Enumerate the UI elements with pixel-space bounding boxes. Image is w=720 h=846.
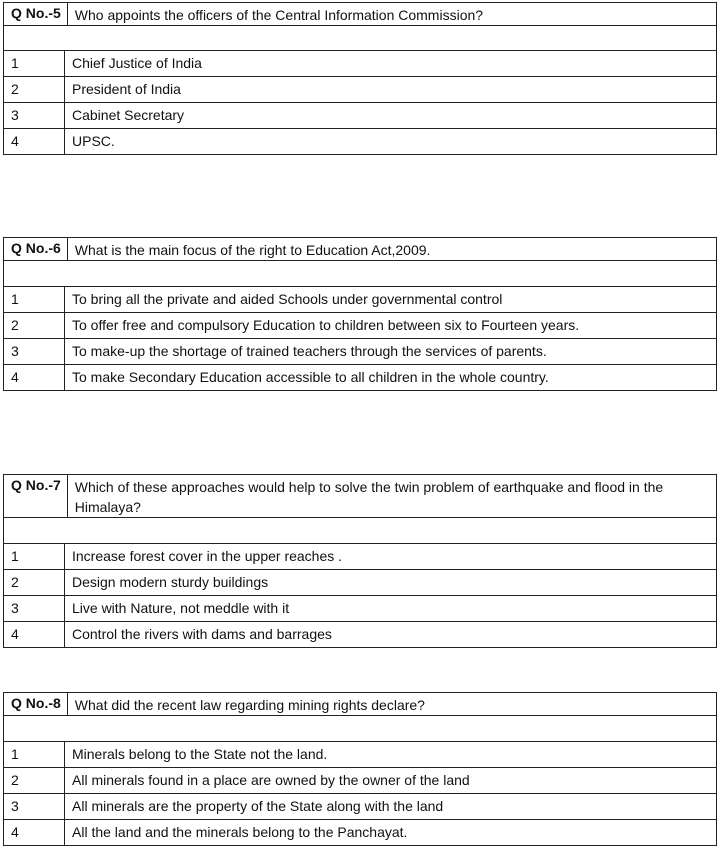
option-row	[4, 51, 717, 77]
question-block	[3, 2, 717, 155]
question-header	[3, 692, 717, 715]
option-text: All minerals are the property of the State along with the land	[65, 794, 717, 820]
option-number: 2	[4, 768, 65, 794]
option-number: 3	[4, 794, 65, 820]
question-block	[3, 692, 717, 846]
answer-spacer	[3, 260, 717, 286]
option-text: Live with Nature, not meddle with it	[65, 596, 717, 622]
option-row	[4, 129, 717, 155]
option-row	[4, 313, 717, 339]
question-number: Q No.-7	[4, 475, 68, 517]
option-text: Cabinet Secretary	[65, 103, 717, 129]
option-text: All minerals found in a place are owned by the owner of the land	[65, 768, 717, 794]
option-row	[4, 820, 717, 846]
option-number: 1	[4, 742, 65, 768]
option-row	[4, 768, 717, 794]
option-row	[4, 287, 717, 313]
option-text: To make-up the shortage of trained teachers through the services of parents.	[65, 339, 717, 365]
option-number: 3	[4, 103, 65, 129]
option-number: 1	[4, 544, 65, 570]
option-row	[4, 622, 717, 648]
option-text: Increase forest cover in the upper reaches .	[65, 544, 717, 570]
option-number: 4	[4, 365, 65, 391]
options-table	[3, 741, 717, 846]
option-row	[4, 103, 717, 129]
option-number: 4	[4, 129, 65, 155]
option-text: Minerals belong to the State not the land.	[65, 742, 717, 768]
question-text: What did the recent law regarding mining rights declare?	[74, 697, 425, 713]
options-table	[3, 543, 717, 648]
answer-spacer	[3, 25, 717, 50]
option-text: Design modern sturdy buildings	[65, 570, 717, 596]
option-text: Chief Justice of India	[65, 51, 717, 77]
question-block	[3, 237, 717, 391]
option-text: All the land and the minerals belong to the Panchayat.	[65, 820, 717, 846]
option-number: 1	[4, 287, 65, 313]
option-number: 4	[4, 622, 65, 648]
question-text: Who appoints the officers of the Central Information Commission?	[74, 7, 484, 23]
answer-spacer	[3, 715, 717, 741]
option-row	[4, 544, 717, 570]
option-row	[4, 339, 717, 365]
option-row	[4, 570, 717, 596]
option-number: 2	[4, 77, 65, 103]
option-row	[4, 794, 717, 820]
question-text: Which of these approaches would help to solve the twin problem of earthquake and flood in the Himalaya?	[74, 479, 664, 515]
option-number: 2	[4, 570, 65, 596]
option-text: To offer free and compulsory Education to children between six to Fourteen years.	[65, 313, 717, 339]
options-table	[3, 286, 717, 391]
question-number: Q No.-6	[4, 238, 68, 260]
option-number: 3	[4, 596, 65, 622]
option-number: 3	[4, 339, 65, 365]
option-text: To make Secondary Education accessible to all children in the whole country.	[65, 365, 717, 391]
option-text: Control the rivers with dams and barrages	[65, 622, 717, 648]
question-header	[3, 474, 717, 517]
question-header	[3, 237, 717, 260]
option-text: President of India	[65, 77, 717, 103]
option-text: To bring all the private and aided Schools under governmental control	[65, 287, 717, 313]
option-row	[4, 77, 717, 103]
question-number: Q No.-8	[4, 693, 68, 715]
question-header	[3, 2, 717, 25]
option-row	[4, 596, 717, 622]
question-text: What is the main focus of the right to Education Act,2009.	[74, 242, 431, 258]
question-block	[3, 474, 717, 648]
question-number: Q No.-5	[4, 3, 68, 25]
option-number: 4	[4, 820, 65, 846]
option-row	[4, 365, 717, 391]
option-number: 1	[4, 51, 65, 77]
option-text: UPSC.	[65, 129, 717, 155]
options-table	[3, 50, 717, 155]
option-number: 2	[4, 313, 65, 339]
option-row	[4, 742, 717, 768]
answer-spacer	[3, 517, 717, 543]
